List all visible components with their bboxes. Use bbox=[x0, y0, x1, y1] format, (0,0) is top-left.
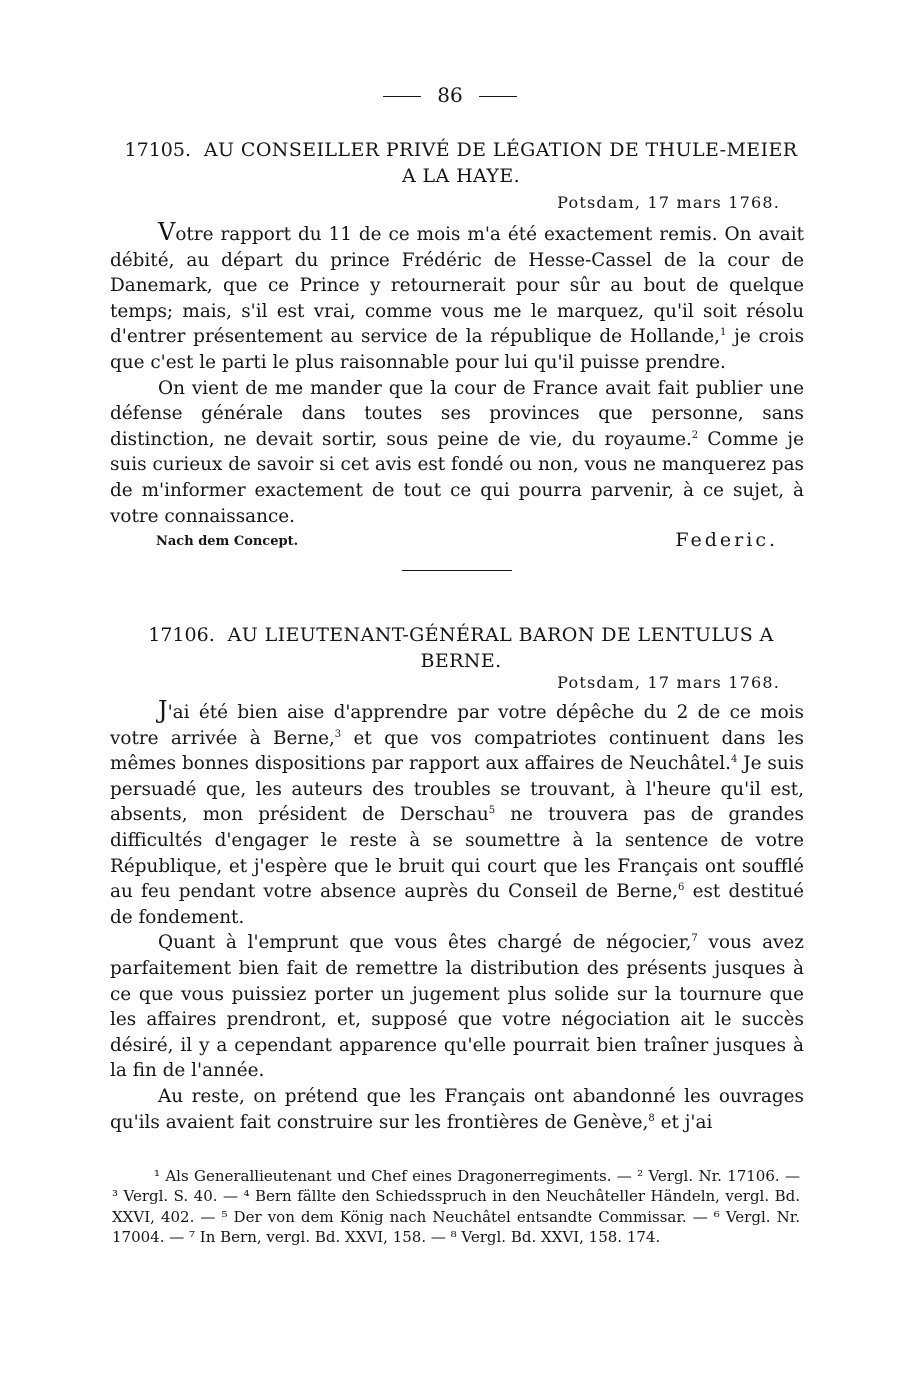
footnote-ref: 8 bbox=[648, 1112, 655, 1124]
letter-addressee: AU CONSEILLER PRIVÉ DE LÉGATION DE THULE-MEIER A LA HAYE. bbox=[203, 139, 798, 187]
footnote-ref: 4 bbox=[730, 754, 738, 766]
paragraph bbox=[110, 1084, 804, 1135]
letter-dateline: Potsdam, 17 mars 1768. bbox=[557, 193, 780, 212]
paragraph-text: je crois que c'est le parti le plus raisonnable pour lui qu'il puisse prendre. bbox=[110, 326, 805, 373]
paragraph-text: Comme je suis curieux de savoir si cet avis est fondé ou non, vous ne manquerez pas de m'informer exactement de tout ce qui pourra parvenir, à ce sujet, à votre connaissance. bbox=[110, 428, 804, 527]
paragraph bbox=[110, 698, 804, 930]
paragraph bbox=[110, 930, 804, 1084]
paragraph-text: Quant à l'emprunt que vous êtes chargé de négocier, bbox=[158, 932, 692, 954]
paragraph-text: Je suis persuadé que, les auteurs des troubles se trouvant, à l'heure qu'il est, absents, mon président de Derschau bbox=[110, 753, 804, 826]
paragraph-text: et que vos compatriotes continuent dans les mêmes bonnes dispositions par rapport aux affaires de Neuchâtel. bbox=[110, 727, 804, 775]
paragraph-text: Au reste, on prétend que les Français ont abandonné les ouvrages qu'ils avaient fait construire sur les frontières de Genève, bbox=[110, 1085, 804, 1133]
letter-number: 17105. bbox=[124, 139, 192, 161]
footnote-ref: 3 bbox=[334, 728, 342, 740]
paragraph-text: On vient de me mander que la cour de France avait fait publier une défense générale dans toutes ses provinces que personne, sans distinction, ne devait sortir, sous peine de vie, du royaume. bbox=[110, 377, 804, 450]
page-number-text: 86 bbox=[437, 83, 463, 107]
letter-number: 17106. bbox=[148, 624, 215, 646]
initial-letter: V bbox=[158, 218, 176, 246]
paragraph bbox=[110, 220, 804, 376]
paragraph-text: est destitué de fondement. bbox=[110, 881, 805, 928]
paragraph-text: ne trouvera pas de grandes difficultés d'engager le reste à se soumettre à la sentence de votre République, et j'espère que le bruit qui court que les Français ont soufflé au feu pendant votre absence auprès du Conseil de Berne, bbox=[110, 804, 804, 903]
paragraph bbox=[110, 376, 804, 530]
letter-heading-17106 bbox=[120, 622, 802, 674]
page-number bbox=[0, 82, 900, 108]
page-number-dash-left bbox=[383, 96, 421, 97]
letter-body-17105 bbox=[110, 220, 804, 529]
footnote-ref: 7 bbox=[691, 933, 698, 945]
signature: Federic. bbox=[675, 529, 778, 551]
footnote-ref: 6 bbox=[678, 882, 685, 894]
paragraph-text: et j'ai bbox=[654, 1111, 713, 1133]
letter-heading-17105 bbox=[120, 137, 802, 189]
initial-letter: J bbox=[158, 696, 168, 724]
paragraph-text: vous avez parfaitement bien fait de remettre la distribution des présents jusques à ce que vous puissiez porter un jugement plus solide sur la tournure que les affaires prendront, et, supposé que votre négociation ait le succès désiré, il y a cependant apparence qu'elle pourrait bien traîner jusques à la fin de l'année. bbox=[110, 932, 804, 1082]
footnotes: ¹ Als Generallieutenant und Chef eines Dragonerregiments. — ² Vergl. Nr. 17106. — ³ Vergl. S. 40. — ⁴ Bern fällte den Schiedsspruch in den Neuchâteller Händeln, vergl. Bd. XXVI, 402. — ⁵ Der von dem König nach Neuchâtel entsandte Commissar. — ⁶ Vergl. Nr. 17004. — ⁷ In Bern, vergl. Bd. XXVI, 158. — ⁸ Vergl. Bd. XXVI, 158. 174. bbox=[112, 1167, 800, 1247]
letter-addressee: AU LIEUTENANT-GÉNÉRAL BARON DE LENTULUS A BERNE. bbox=[227, 624, 774, 672]
paragraph-text: 'ai été bien aise d'apprendre par votre dépêche du 2 de ce mois votre arrivée à Berne, bbox=[110, 702, 804, 749]
letter-body-17106 bbox=[110, 698, 804, 1135]
page-number-dash-right bbox=[479, 96, 517, 97]
footnote-ref: 1 bbox=[720, 327, 727, 339]
footnote-ref: 2 bbox=[691, 429, 699, 441]
source-note: Nach dem Concept. bbox=[156, 534, 299, 549]
section-divider bbox=[402, 570, 512, 571]
paragraph-text: otre rapport du 11 de ce mois m'a été exactement remis. On avait débité, au départ du prince Frédéric de Hesse-Cassel de la cour de Danemark, que ce Prince y retournerait pour sûr au bout de quelque temps; mais, s'il est vrai, comme vous me le marquez, qu'il soit résolu d'entrer présentement au service de la république de Hollande, bbox=[110, 224, 804, 348]
letter-dateline: Potsdam, 17 mars 1768. bbox=[557, 673, 780, 692]
footnote-ref: 5 bbox=[488, 805, 496, 817]
